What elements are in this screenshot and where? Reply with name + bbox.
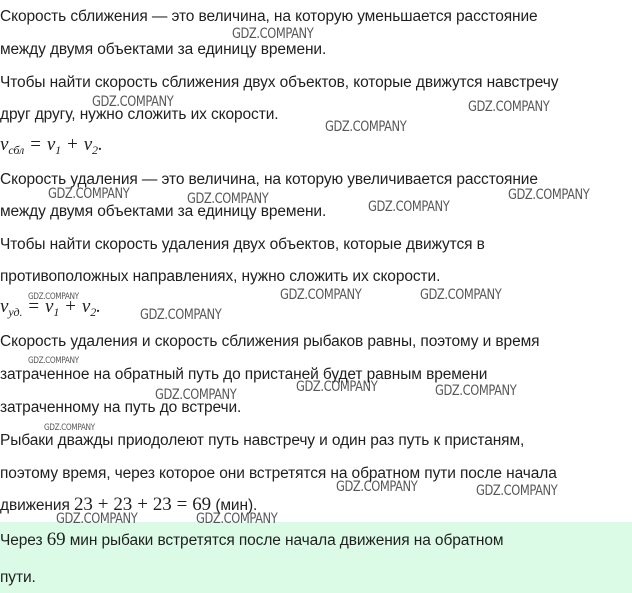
calculation-suffix: (мин).	[215, 497, 258, 514]
watermark: GDZ.COMPANY	[368, 199, 450, 215]
watermark: GDZ.COMPANY	[296, 379, 378, 395]
watermark: GDZ.COMPANY	[28, 356, 79, 366]
definition-approach-line2: между двумя объектами за единицу времени.	[0, 41, 327, 58]
calculation-line2: поэтому время, через которое они встретятся на обратном пути после начала	[0, 465, 557, 482]
watermark: GDZ.COMPANY	[336, 479, 418, 495]
watermark: GDZ.COMPANY	[420, 287, 502, 303]
answer-line2: пути.	[0, 569, 36, 586]
reasoning-line3: затраченному на путь до встречи.	[0, 399, 242, 416]
watermark: GDZ.COMPANY	[187, 191, 269, 207]
reasoning-line1: Скорость удаления и скорость сближения рыбаков равны, поэтому и время	[0, 333, 540, 350]
calculation-prefix: движения	[0, 497, 70, 514]
rule-approach-line1: Чтобы найти скорость сближения двух объектов, которые движутся навстречу	[0, 74, 559, 91]
answer-value: 69	[46, 529, 66, 550]
definition-approach-line1: Скорость сближения — это величина, на которую уменьшается расстояние	[0, 8, 538, 25]
watermark: GDZ.COMPANY	[476, 483, 558, 499]
formula-separation-speed: $v_{уд.} = v_1 + v_2$.	[0, 296, 101, 319]
watermark: GDZ.COMPANY	[196, 511, 278, 527]
watermark: GDZ.COMPANY	[155, 387, 237, 403]
watermark: GDZ.COMPANY	[44, 423, 95, 433]
formula-approach-speed: $v_{сбл} = v_1 + v_2$.	[0, 134, 103, 157]
watermark: GDZ.COMPANY	[48, 186, 130, 202]
sum-expression: 23 + 23 + 23 = 69	[73, 494, 212, 515]
watermark: GDZ.COMPANY	[140, 307, 222, 323]
reasoning-line2: затраченное на обратный путь до пристаней будет равным времени	[0, 366, 488, 383]
definition-separation-line2: между двумя объектами за единицу времени.	[0, 203, 327, 220]
watermark: GDZ.COMPANY	[468, 99, 550, 115]
definition-separation-line1: Скорость удаления — это величина, на которую увеличивается расстояние	[0, 171, 538, 188]
watermark: GDZ.COMPANY	[280, 287, 362, 303]
watermark: GDZ.COMPANY	[56, 511, 138, 527]
rule-separation-line2: противоположных направлениях, нужно сложить их скорости.	[0, 268, 441, 285]
watermark: GDZ.COMPANY	[28, 292, 79, 302]
watermark: GDZ.COMPANY	[325, 119, 407, 135]
rule-separation-line1: Чтобы найти скорость удаления двух объектов, которые движутся в	[0, 236, 485, 253]
watermark: GDZ.COMPANY	[508, 187, 590, 203]
answer-line1: Через 69 мин рыбаки встретятся после начала движения на обратном	[0, 529, 504, 550]
watermark: GDZ.COMPANY	[92, 94, 174, 110]
calculation-line1: Рыбаки дважды приодолеют путь навстречу и один раз путь к пристаням,	[0, 432, 525, 449]
rule-approach-line2: друг другу, нужно сложить их скорости.	[0, 106, 279, 123]
watermark: GDZ.COMPANY	[435, 383, 517, 399]
watermark: GDZ.COMPANY	[232, 26, 314, 42]
